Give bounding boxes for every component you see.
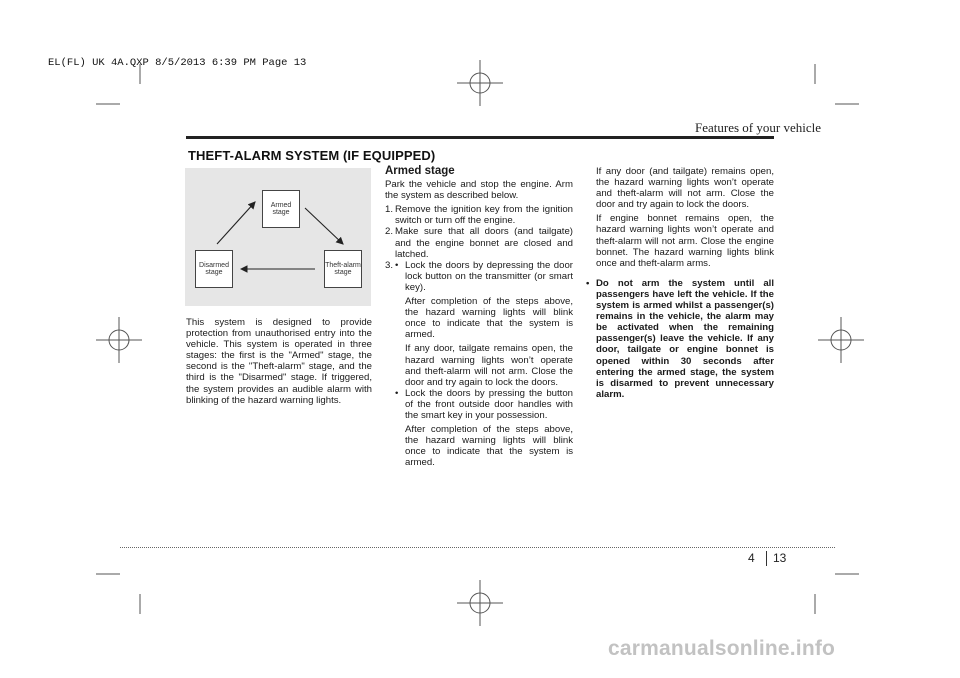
step-2-text: Make sure that all doors (and tailgate) and the engine bonnet are closed and latched.: [395, 226, 573, 260]
step-3a-text: Lock the doors by depressing the door lock button on the transmitter (or smart key).: [405, 259, 573, 293]
page-number-divider: [766, 551, 767, 566]
registration-mark-right: [816, 315, 866, 365]
step-3b-text: Lock the doors by pressing the button of the front outside door handles with the smart key in your possession.: [405, 387, 573, 421]
step-2: [385, 226, 573, 259]
step-1-number: 1.: [385, 204, 394, 216]
right-column: [586, 166, 774, 400]
arrow-armed-to-theft-alarm: [305, 208, 343, 244]
disarmed-stage-box: Disarmed stage: [195, 250, 233, 288]
armed-stage-column: [385, 166, 573, 468]
step-3-number: 3.: [385, 259, 394, 271]
registration-mark-bottom: [455, 578, 505, 628]
chapter-number: 4: [748, 551, 755, 565]
registration-mark-top: [455, 58, 505, 108]
bullet: •: [586, 277, 590, 289]
step-3a-note-2: If any door, tailgate remains open, the hazard warning lights won’t operate and theft-alarm will not arm. Close the door and try again to lock the doors.: [405, 343, 573, 388]
arrow-disarmed-to-armed: [217, 202, 255, 244]
print-slug: EL(FL) UK 4A.QXP 8/5/2013 6:39 PM Page 13: [48, 57, 307, 69]
warning-note: [586, 278, 774, 400]
section-header: Features of your vehicle: [695, 120, 821, 135]
step-3a: [395, 260, 573, 293]
door-open-note: If any door (and tailgate) remains open, the hazard warning lights won’t operate and theft-alarm will not arm. Close the door and try again to lock the doors.: [596, 166, 774, 211]
intro-column: [186, 317, 372, 406]
step-2-number: 2.: [385, 226, 394, 238]
armed-stage-heading: Armed stage: [385, 165, 455, 177]
bullet: •: [395, 387, 399, 399]
step-3b-note-1: After completion of the steps above, the hazard warning lights will blink once to indicate that the system is armed.: [405, 424, 573, 469]
diagram-arrows: [185, 168, 371, 306]
intro-paragraph: This system is designed to provide protection from unauthorised entry into the vehicle. This system is operated in three stages: the first is the "Armed" stage, the second is the "Theft-alarm" stage, and the third is the "Disarmed" stage. If triggered, the system provides an audible alarm with blinking of the hazard warning lights.: [186, 317, 372, 406]
step-3b: [395, 388, 573, 421]
step-3: [385, 260, 573, 469]
step-1-text: Remove the ignition key from the ignition switch or turn off the engine.: [395, 204, 573, 227]
warning-text: Do not arm the system until all passengers have left the vehicle. If the system is armed whilst a passenger(s) remains in the vehicle, the alarm may be activated when the remaining passenger(s) leave the vehicle. If any door, tailgate or engine bonnet is opened within 30 seconds after entering the armed stage, the system is disarmed to prevent unnecessary alarm.: [596, 277, 774, 400]
registration-mark-left: [94, 315, 144, 365]
bonnet-open-note: If engine bonnet remains open, the hazard warning lights won’t operate and theft-alarm will not arm. Close the engine bonnet. The hazard warning lights blink once and theft-alarm arms.: [596, 213, 774, 269]
page-title: THEFT-ALARM SYSTEM (IF EQUIPPED): [188, 148, 436, 163]
footer-dotted-rule: [120, 547, 835, 548]
header-rule: [186, 136, 774, 139]
step-3a-note-1: After completion of the steps above, the hazard warning lights will blink once to indicate that the system is armed.: [405, 296, 573, 341]
step-1: [385, 204, 573, 226]
page-number: 13: [773, 551, 787, 565]
theft-alarm-stage-box: Theft-alarm stage: [324, 250, 362, 288]
bullet: •: [395, 259, 399, 271]
watermark: carmanualsonline.info: [608, 637, 836, 660]
alarm-stage-diagram: [185, 168, 371, 306]
armed-stage-lead: Park the vehicle and stop the engine. Arm the system as described below.: [385, 179, 573, 202]
armed-stage-box: Armed stage: [262, 190, 300, 228]
